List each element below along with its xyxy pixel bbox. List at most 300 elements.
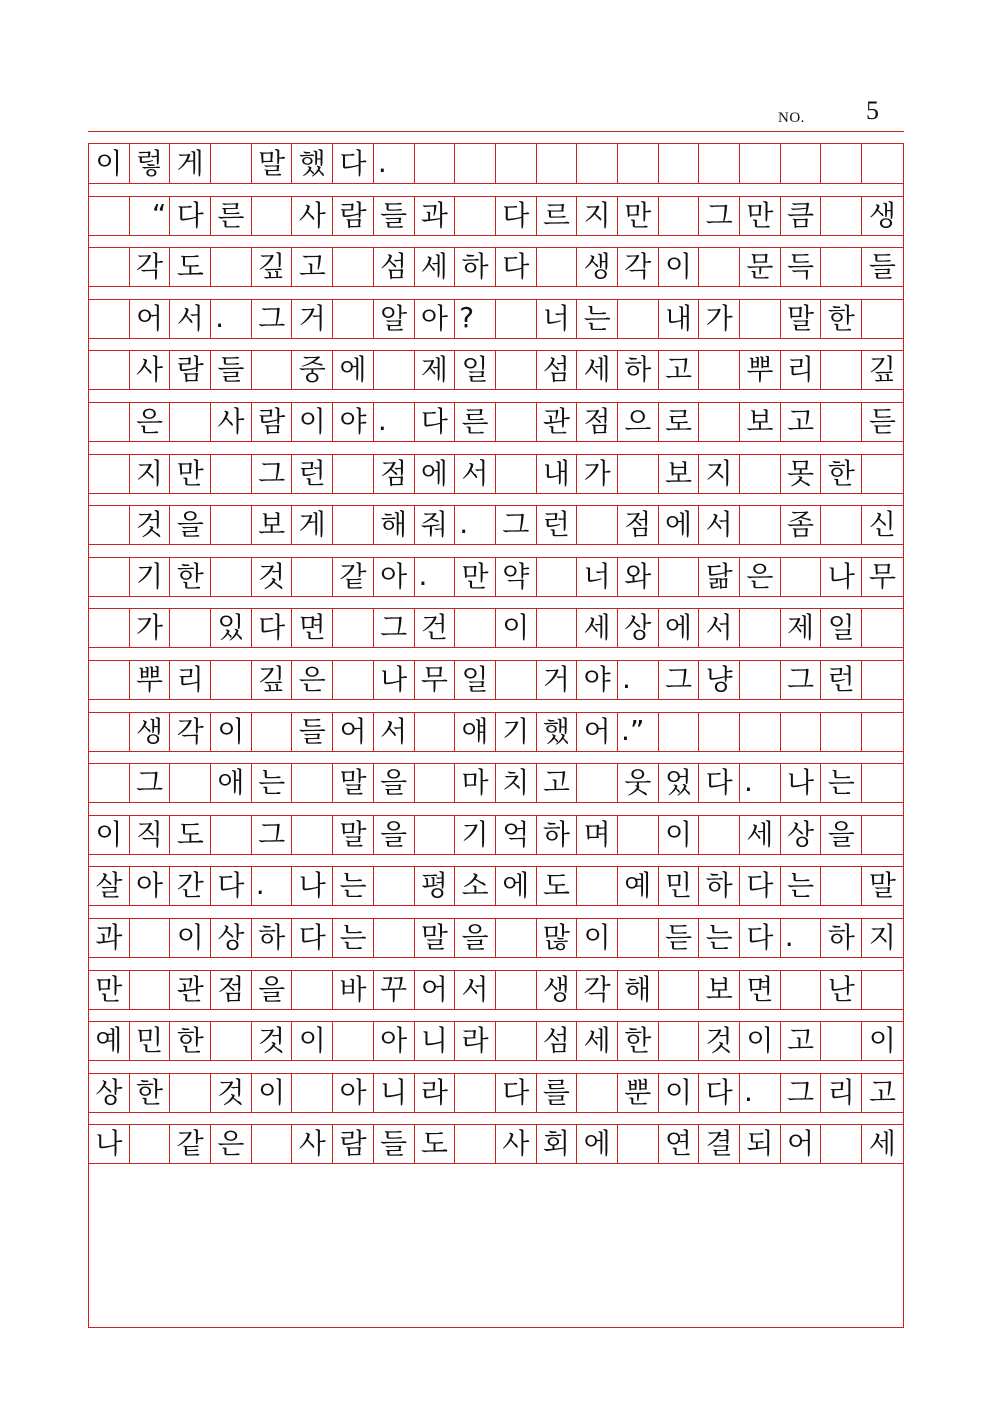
manuscript-cell: 살 [89,867,130,905]
manuscript-cell: 에 [659,506,700,544]
manuscript-cell [252,713,293,751]
manuscript-cell: 보 [740,403,781,441]
manuscript-cell [130,971,171,1009]
manuscript-cell: 말 [415,919,456,957]
manuscript-row [89,505,903,545]
manuscript-cell [89,197,130,235]
manuscript-cell: 것 [130,506,171,544]
manuscript-cell: 로 [659,403,700,441]
manuscript-cell: 약 [496,558,537,596]
manuscript-cell [170,1074,211,1112]
manuscript-cell: 아 [415,300,456,338]
manuscript-cell: 을 [252,971,293,1009]
manuscript-cell: 람 [333,1125,374,1163]
manuscript-cell: 이 [170,919,211,957]
manuscript-cell: 다 [699,764,740,802]
manuscript-cell: 야 [577,661,618,699]
manuscript-cell [333,661,374,699]
manuscript-cell: 이 [89,144,130,183]
manuscript-cell: 다 [740,867,781,905]
manuscript-cell: 이 [868,1024,896,1058]
manuscript-cell [821,144,862,183]
manuscript-cell: 게 [292,506,333,544]
manuscript-cell: 하 [618,351,659,389]
manuscript-cell: 생 [130,713,171,751]
manuscript-cell: 애 [211,764,252,802]
manuscript-cell: 예 [618,867,659,905]
manuscript-cell: 이 [211,713,252,751]
manuscript-cell: 것 [211,1074,252,1112]
manuscript-cell: 말 [868,869,896,903]
manuscript-cell: 하 [537,816,578,854]
manuscript-cell: 나 [89,1125,130,1163]
page-number-label: NO. [778,110,805,126]
manuscript-cell: 가 [699,300,740,338]
manuscript-row [89,350,903,390]
manuscript-cell [415,144,456,183]
manuscript-cell: 뿌 [740,351,781,389]
manuscript-cell [292,971,333,1009]
manuscript-cell: 이 [659,1074,700,1112]
manuscript-cell: 있 [211,609,252,647]
manuscript-row [89,557,903,597]
manuscript-cell: 으 [618,403,659,441]
manuscript-cell: 듣 [659,919,700,957]
manuscript-cell: 과 [89,919,130,957]
manuscript-cell: 지 [868,921,896,954]
manuscript-cell: 고 [292,248,333,286]
manuscript-cell [415,764,456,802]
manuscript-cell [862,144,903,183]
manuscript-cell: 상 [781,816,822,854]
manuscript-cell: 일 [455,661,496,699]
manuscript-cell: 는 [577,300,618,338]
manuscript-cell [211,558,252,596]
manuscript-cell [130,1125,171,1163]
manuscript-cell: 그 [699,197,740,235]
manuscript-cell [781,971,822,1009]
manuscript-cell: 는 [333,867,374,905]
manuscript-cell: 를 [537,1074,578,1112]
manuscript-cell: 상 [211,919,252,957]
manuscript-cell [170,764,211,802]
manuscript-cell: 것 [699,1022,740,1060]
manuscript-cell: 사 [130,351,171,389]
manuscript-cell [699,248,740,286]
manuscript-cell: 생 [577,248,618,286]
manuscript-cell: 소 [455,867,496,905]
manuscript-cell: 사 [292,197,333,235]
manuscript-cell: 섬 [374,248,415,286]
manuscript-cell [89,403,130,441]
manuscript-cell: 에 [659,609,700,647]
manuscript-cell [89,300,130,338]
manuscript-cell: 그 [252,816,293,854]
manuscript-cell: 것 [252,558,293,596]
manuscript-cell: 는 [699,919,740,957]
manuscript-cell: 직 [130,816,171,854]
manuscript-cell: 하 [821,919,862,957]
manuscript-cell [821,1125,862,1163]
manuscript-cell: 간 [170,867,211,905]
manuscript-cell [252,351,293,389]
manuscript-cell: 꾸 [374,971,415,1009]
manuscript-cell: 일 [821,609,862,647]
manuscript-cell: . [618,661,659,699]
manuscript-cell [659,971,700,1009]
manuscript-cell [455,1125,496,1163]
manuscript-cell: 기 [496,713,537,751]
manuscript-cell: 내 [659,300,700,338]
manuscript-cell: 치 [496,764,537,802]
manuscript-cell: .” [618,713,659,751]
manuscript-cell [455,197,496,235]
manuscript-cell: 점 [618,506,659,544]
manuscript-cell: 각 [170,713,211,751]
manuscript-cell [496,351,537,389]
manuscript-cell: 리 [821,1074,862,1112]
manuscript-cell: 들 [292,713,333,751]
manuscript-cell: 어 [333,713,374,751]
manuscript-cell [740,609,781,647]
manuscript-cell: 들 [868,250,896,284]
manuscript-cell: 섬 [537,1022,578,1060]
manuscript-cell: 세 [577,1022,618,1060]
manuscript-cell: 상 [89,1074,130,1112]
manuscript-cell: 이 [496,609,537,647]
manuscript-cell: 이 [89,816,130,854]
manuscript-cell: 다 [292,919,333,957]
manuscript-cell [862,661,903,699]
manuscript-cell: 사 [292,1125,333,1163]
manuscript-cell: 좀 [781,506,822,544]
manuscript-cell: 나 [292,867,333,905]
manuscript-cell [659,1022,700,1060]
manuscript-cell [496,661,537,699]
manuscript-row [89,1124,903,1164]
manuscript-cell [577,867,618,905]
manuscript-cell [292,764,333,802]
manuscript-cell: 상 [618,609,659,647]
manuscript-cell: 과 [415,197,456,235]
manuscript-cell [618,455,659,493]
manuscript-cell: 도 [170,248,211,286]
manuscript-cell [862,764,903,802]
manuscript-cell: 아 [333,1074,374,1112]
manuscript-cell [333,300,374,338]
manuscript-cell [659,558,700,596]
manuscript-cell: 일 [455,351,496,389]
manuscript-cell: 보 [252,506,293,544]
manuscript-cell [740,144,781,183]
manuscript-cell: 른 [455,403,496,441]
manuscript-cell: 을 [821,816,862,854]
manuscript-cell: 에 [333,351,374,389]
manuscript-cell: 다 [740,919,781,957]
manuscript-cell: 나 [821,558,862,596]
manuscript-cell [89,455,130,493]
manuscript-cell: 을 [374,816,415,854]
manuscript-cell: 른 [211,197,252,235]
manuscript-cell: 만 [89,971,130,1009]
manuscript-cell [862,713,903,751]
manuscript-cell [577,764,618,802]
manuscript-cell: 어 [781,1125,822,1163]
manuscript-cell: 었 [659,764,700,802]
manuscript-cell [577,1074,618,1112]
manuscript-cell [496,300,537,338]
manuscript-cell [699,351,740,389]
manuscript-cell: 을 [374,764,415,802]
manuscript-cell: . [455,506,496,544]
manuscript-cell [862,816,903,854]
manuscript-row [89,196,903,236]
manuscript-cell [659,713,700,751]
manuscript-cell [781,713,822,751]
manuscript-cell: 아 [374,558,415,596]
manuscript-cell: 깊 [252,248,293,286]
manuscript-cell: 신 [868,508,896,542]
manuscript-cell [577,506,618,544]
manuscript-cell: 런 [537,506,578,544]
manuscript-cell: 리 [781,351,822,389]
manuscript-cell: 을 [455,919,496,957]
manuscript-cell: 고 [537,764,578,802]
manuscript-cell: 한 [618,1022,659,1060]
manuscript-cell: 아 [374,1022,415,1060]
manuscript-cell: 생 [537,971,578,1009]
manuscript-cell [781,558,822,596]
manuscript-cell: 들 [374,197,415,235]
manuscript-cell: 이 [577,919,618,957]
manuscript-row [89,712,903,752]
manuscript-cell [618,144,659,183]
manuscript-cell [537,558,578,596]
manuscript-cell [455,144,496,183]
manuscript-cell: 한 [170,1022,211,1060]
manuscript-cell [740,713,781,751]
manuscript-cell: 해 [618,971,659,1009]
manuscript-cell [699,816,740,854]
manuscript-cell: 말 [252,144,293,183]
manuscript-cell: 뿌 [130,661,171,699]
manuscript-cell [740,506,781,544]
manuscript-cell: 그 [252,300,293,338]
manuscript-cell [170,403,211,441]
manuscript-cell: 에 [496,867,537,905]
manuscript-cell: 억 [496,816,537,854]
manuscript-cell [821,197,862,235]
manuscript-cell [455,1074,496,1112]
manuscript-cell: 는 [333,919,374,957]
manuscript-cell: 예 [89,1022,130,1060]
manuscript-row [89,402,903,442]
manuscript-row [89,247,903,287]
manuscript-cell: 나 [781,764,822,802]
manuscript-cell: 세 [868,1127,896,1161]
manuscript-cell: 건 [415,609,456,647]
manuscript-cell: 서 [699,609,740,647]
manuscript-cell: 만 [455,558,496,596]
manuscript-cell: 세 [415,248,456,286]
manuscript-cell: . [374,144,415,183]
manuscript-cell: 는 [821,764,862,802]
manuscript-cell: 서 [455,971,496,1009]
manuscript-cell: 도 [415,1125,456,1163]
manuscript-cell [821,506,862,544]
manuscript-cell [211,661,252,699]
manuscript-cell: 같 [333,558,374,596]
manuscript-cell: 다 [333,144,374,183]
manuscript-cell [292,816,333,854]
manuscript-cell: 큼 [781,197,822,235]
manuscript-cell: 너 [537,300,578,338]
manuscript-cell: 이 [292,403,333,441]
manuscript-cell: 은 [740,558,781,596]
manuscript-cell: 것 [252,1022,293,1060]
manuscript-cell: 런 [292,455,333,493]
manuscript-cell: 서 [699,506,740,544]
manuscript-cell: 같 [170,1125,211,1163]
manuscript-cell [170,609,211,647]
manuscript-cell [862,300,903,338]
manuscript-row [89,763,903,803]
manuscript-cell [699,144,740,183]
manuscript-cell [455,609,496,647]
manuscript-cell: 평 [415,867,456,905]
manuscript-cell: 세 [740,816,781,854]
manuscript-cell [415,816,456,854]
manuscript-cell: 했 [537,713,578,751]
manuscript-cell: 각 [577,971,618,1009]
manuscript-cell: 지 [130,455,171,493]
manuscript-cell [862,609,903,647]
manuscript-cell: 와 [618,558,659,596]
manuscript-cell [89,351,130,389]
manuscript-cell [537,248,578,286]
manuscript-cell: 이 [252,1074,293,1112]
manuscript-cell [537,609,578,647]
manuscript-cell [659,197,700,235]
manuscript-cell [821,867,862,905]
manuscript-cell: 줘 [415,506,456,544]
manuscript-cell [333,506,374,544]
manuscript-cell: 문 [740,248,781,286]
manuscript-cell: 르 [537,197,578,235]
manuscript-cell: 말 [333,764,374,802]
manuscript-cell: . [740,764,781,802]
manuscript-cell [740,300,781,338]
manuscript-cell: 제 [781,609,822,647]
manuscript-cell: 만 [618,197,659,235]
manuscript-cell [89,248,130,286]
manuscript-cell: 다 [415,403,456,441]
manuscript-cell [89,506,130,544]
manuscript-cell: 어 [415,971,456,1009]
manuscript-cell: 사 [496,1125,537,1163]
manuscript-cell: 들 [374,1125,415,1163]
manuscript-cell: 만 [740,197,781,235]
manuscript-cell: 말 [333,816,374,854]
manuscript-cell [89,609,130,647]
manuscript-cell: 서 [374,713,415,751]
manuscript-cell: 그 [374,609,415,647]
manuscript-cell: 어 [577,713,618,751]
manuscript-cell: 도 [537,867,578,905]
manuscript-cell [496,971,537,1009]
manuscript-row [89,144,903,184]
manuscript-cell: 냥 [699,661,740,699]
manuscript-cell: 람 [333,197,374,235]
manuscript-cell [333,455,374,493]
manuscript-cell [211,1022,252,1060]
manuscript-cell: “ [130,197,171,235]
manuscript-cell: 웃 [618,764,659,802]
manuscript-cell [862,971,903,1009]
manuscript-row [89,866,903,906]
manuscript-cell: 점 [577,403,618,441]
manuscript-cell [618,1125,659,1163]
manuscript-cell [821,403,862,441]
manuscript-cell [496,919,537,957]
manuscript-cell [821,248,862,286]
manuscript-cell [211,506,252,544]
manuscript-cell: 야 [333,403,374,441]
manuscript-cell [740,455,781,493]
manuscript-cell [862,455,903,493]
manuscript-cell: 람 [170,351,211,389]
manuscript-cell [821,713,862,751]
manuscript-cell [618,816,659,854]
manuscript-cell [211,144,252,183]
manuscript-row [89,608,903,648]
manuscript-cell: 한 [821,455,862,493]
manuscript-grid [88,143,904,1328]
manuscript-cell [130,919,171,957]
manuscript-cell: 얘 [455,713,496,751]
manuscript-cell: 이 [292,1022,333,1060]
manuscript-cell: 는 [252,764,293,802]
manuscript-cell: 말 [781,300,822,338]
manuscript-cell: 많 [537,919,578,957]
manuscript-cell [821,351,862,389]
manuscript-cell: . [781,919,822,957]
manuscript-cell: 마 [455,764,496,802]
manuscript-cell: 한 [821,300,862,338]
manuscript-cell: 라 [415,1074,456,1112]
manuscript-cell: 듣 [868,405,896,438]
manuscript-cell: 섬 [537,351,578,389]
manuscript-cell: 서 [455,455,496,493]
manuscript-cell: 다 [211,867,252,905]
manuscript-cell [374,919,415,957]
manuscript-cell [374,351,415,389]
manuscript-cell: 이 [659,248,700,286]
manuscript-cell: 아 [130,867,171,905]
manuscript-cell: 바 [333,971,374,1009]
manuscript-cell: 내 [537,455,578,493]
manuscript-cell: 니 [415,1022,456,1060]
manuscript-cell: 나 [374,661,415,699]
manuscript-cell: 라 [455,1022,496,1060]
manuscript-cell: 그 [781,1074,822,1112]
manuscript-cell: 다 [496,1074,537,1112]
manuscript-cell: 지 [699,455,740,493]
manuscript-cell [496,403,537,441]
manuscript-cell: 기 [130,558,171,596]
manuscript-cell: 어 [130,300,171,338]
manuscript-cell: 관 [537,403,578,441]
